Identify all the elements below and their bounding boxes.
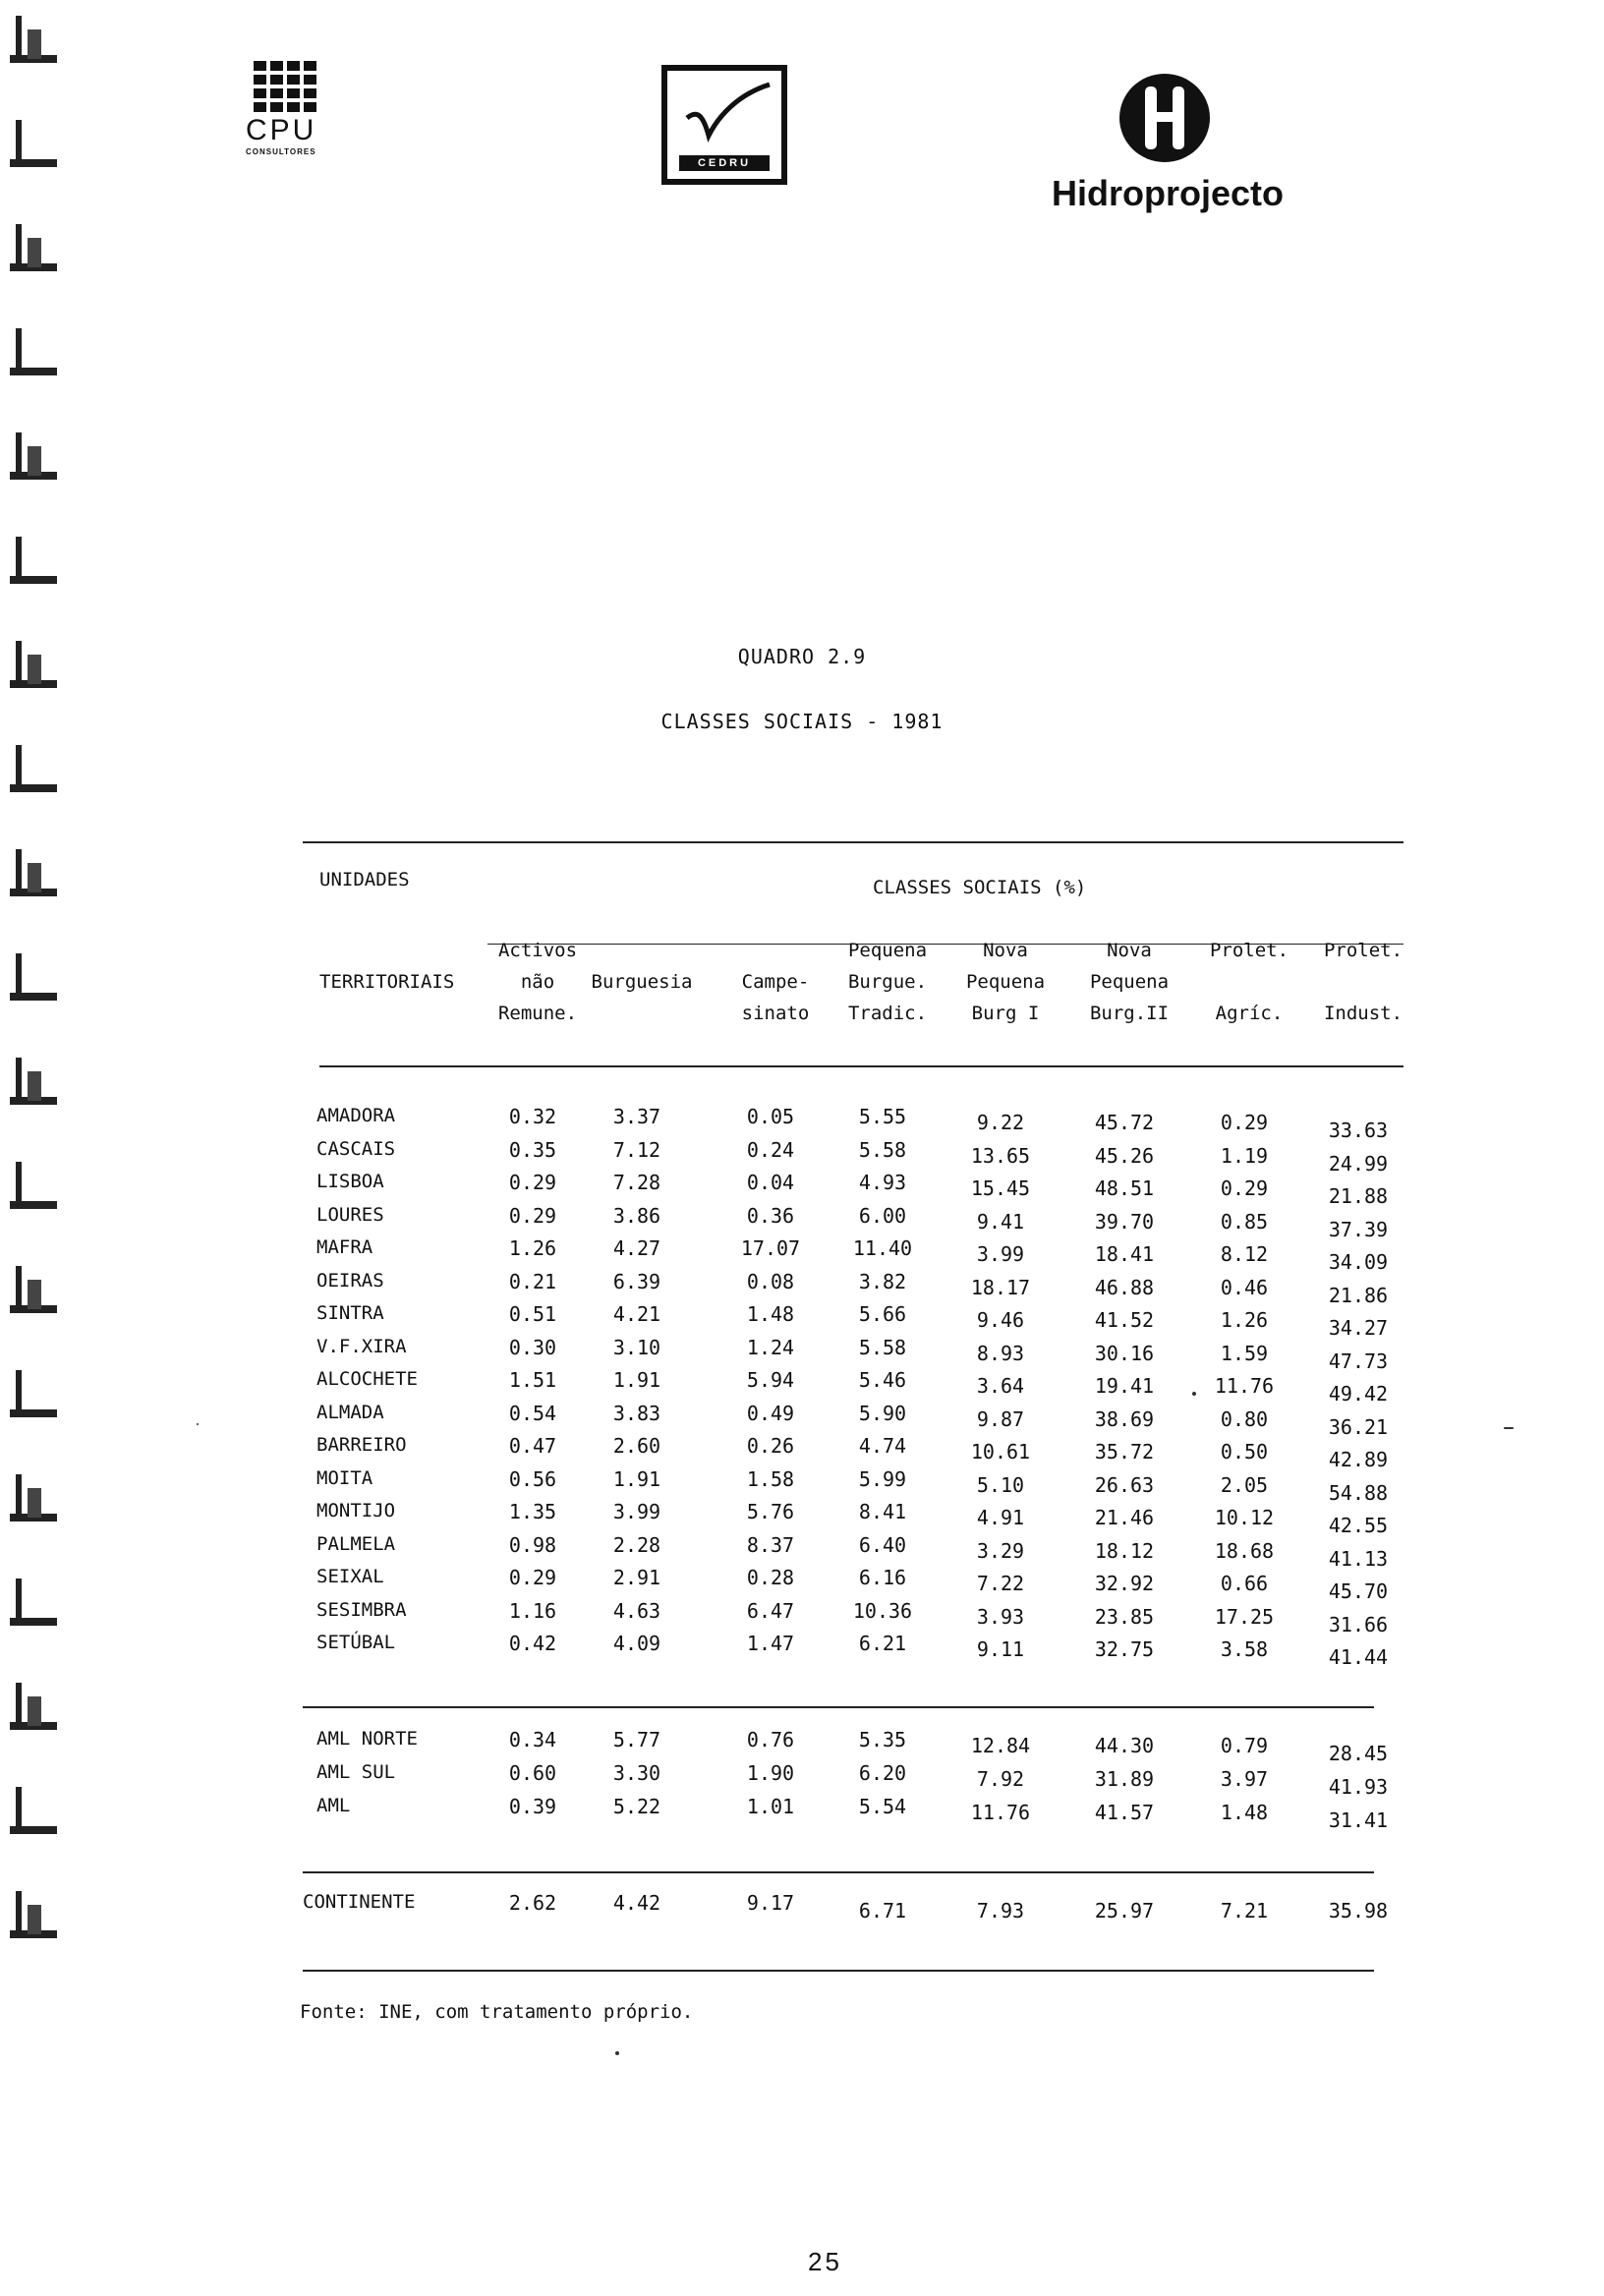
table-cell: 1.59 <box>1220 1341 1269 1365</box>
column-header-line: Prolet. <box>1209 940 1289 961</box>
table-cell: 28.45 <box>1328 1742 1389 1765</box>
table-cell: 13.65 <box>970 1143 1031 1168</box>
table-cell: 11.76 <box>1214 1374 1275 1398</box>
table-cell: 0.56 <box>508 1466 557 1491</box>
table-cell: 1.91 <box>612 1368 661 1392</box>
table-cell: 0.80 <box>1220 1406 1269 1431</box>
table-cell: 7.12 <box>612 1137 661 1162</box>
table-cell: 0.54 <box>508 1401 557 1425</box>
table-cell: 4.74 <box>858 1434 907 1458</box>
binder-ring-mark <box>6 1573 65 1632</box>
column-header-line: Pequena <box>965 971 1046 993</box>
table-cell: 5.54 <box>858 1795 907 1818</box>
table-cell: 3.93 <box>976 1604 1025 1629</box>
table-cell: 0.35 <box>508 1137 557 1162</box>
binder-ring-mark <box>6 1156 65 1215</box>
table-cell: 5.76 <box>746 1500 795 1523</box>
table-cell: 21.46 <box>1094 1506 1155 1529</box>
table-cell: 0.42 <box>508 1632 557 1655</box>
table-cell: 35.72 <box>1094 1440 1155 1464</box>
table-cell: 1.91 <box>612 1466 661 1491</box>
table-cell: 31.66 <box>1328 1612 1389 1636</box>
table-cell: 1.58 <box>746 1466 795 1491</box>
hidroprojecto-emblem-icon <box>1116 71 1214 165</box>
table-cell: 45.72 <box>1094 1111 1155 1134</box>
row-label: V.F.XIRA <box>316 1335 407 1357</box>
table-cell: 39.70 <box>1094 1209 1155 1234</box>
table-cell: 7.28 <box>612 1171 661 1194</box>
column-header-line: Burgue. <box>847 971 928 993</box>
binder-ring-mark <box>6 322 65 381</box>
table-cell: 3.37 <box>612 1105 661 1128</box>
row-label: ALMADA <box>316 1401 384 1423</box>
scan-speck <box>1192 1392 1196 1396</box>
binder-ring-base <box>10 1826 57 1834</box>
table-cell: 3.29 <box>976 1538 1025 1563</box>
table-cell: 5.94 <box>746 1368 795 1392</box>
row-label: LOURES <box>316 1203 384 1226</box>
table-cell: 9.87 <box>976 1406 1025 1431</box>
table-cell: 5.58 <box>858 1335 907 1359</box>
cedru-logo-label: CEDRU <box>679 155 770 171</box>
table-cell: 18.68 <box>1214 1538 1275 1563</box>
table-cell: 0.08 <box>746 1269 795 1293</box>
column-header-line: Indust. <box>1323 1003 1404 1024</box>
column-header-line: não <box>520 971 555 993</box>
binder-ring-shadow <box>28 238 41 267</box>
aggregates-top-rule <box>303 1706 1374 1708</box>
table-cell: 0.66 <box>1220 1572 1269 1595</box>
table-cell: 9.46 <box>976 1308 1025 1332</box>
table-cell: 0.21 <box>508 1269 557 1293</box>
table-cell: 5.77 <box>612 1728 661 1751</box>
cpu-logo-text: CPU <box>246 114 317 146</box>
table-cell: 1.26 <box>1220 1308 1269 1332</box>
binder-ring-shadow <box>28 1280 41 1309</box>
table-cell: 1.48 <box>746 1302 795 1326</box>
table-cell: 17.07 <box>740 1236 801 1260</box>
table-cell: 4.63 <box>612 1598 661 1623</box>
column-header-line: Nova <box>1107 940 1152 961</box>
table-cell: 19.41 <box>1094 1374 1155 1398</box>
table-cell: 41.52 <box>1094 1308 1155 1332</box>
table-cell: 34.27 <box>1328 1316 1389 1340</box>
table-cell: 46.88 <box>1094 1275 1155 1299</box>
binder-ring-base <box>10 368 57 375</box>
binder-ring-base <box>10 993 57 1001</box>
row-label: AML SUL <box>316 1761 396 1783</box>
page-number: 25 <box>808 2247 842 2276</box>
header-classes-group: CLASSES SOCIAIS (%) <box>873 877 1087 898</box>
table-cell: 7.22 <box>976 1572 1025 1595</box>
table-cell: 6.71 <box>858 1899 907 1923</box>
table-cell: 1.48 <box>1220 1801 1269 1824</box>
table-cell: 4.27 <box>612 1236 661 1260</box>
table-cell: 3.83 <box>612 1401 661 1425</box>
binder-ring-base <box>10 1409 57 1417</box>
table-cell: 2.28 <box>612 1532 661 1557</box>
row-label: AML NORTE <box>316 1728 418 1750</box>
table-cell: 18.17 <box>970 1275 1031 1299</box>
table-cell: 18.41 <box>1094 1242 1155 1266</box>
table-cell: 3.97 <box>1220 1767 1269 1791</box>
table-cell: 1.90 <box>746 1761 795 1785</box>
cedru-check-icon <box>679 81 777 149</box>
table-cell: 21.88 <box>1328 1184 1389 1208</box>
table-cell: 32.75 <box>1094 1637 1155 1661</box>
table-cell: 5.22 <box>612 1795 661 1818</box>
table-cell: 0.36 <box>746 1203 795 1228</box>
table-cell: 0.39 <box>508 1795 557 1818</box>
row-label: AMADORA <box>316 1105 396 1126</box>
table-cell: 4.42 <box>612 1891 661 1915</box>
table-cell: 54.88 <box>1328 1480 1389 1505</box>
table-cell: 4.09 <box>612 1632 661 1655</box>
table-cell: 2.91 <box>612 1566 661 1589</box>
table-cell: 45.70 <box>1328 1579 1389 1603</box>
table-cell: 1.24 <box>746 1335 795 1359</box>
table-cell: 7.92 <box>976 1767 1025 1791</box>
binder-ring-mark <box>6 1468 65 1527</box>
binder-ring-mark <box>6 427 65 486</box>
table-cell: 6.00 <box>858 1203 907 1228</box>
table-cell: 0.26 <box>746 1434 795 1458</box>
table-cell: 0.04 <box>746 1171 795 1194</box>
binder-ring-shadow <box>28 29 41 59</box>
binder-ring-mark <box>6 1364 65 1423</box>
table-cell: 10.36 <box>852 1598 913 1623</box>
table-cell: 4.21 <box>612 1302 661 1326</box>
table-cell: 33.63 <box>1328 1119 1389 1142</box>
column-header-line: Nova <box>983 940 1028 961</box>
binder-ring-mark <box>6 1885 65 1944</box>
table-cell: 4.91 <box>976 1506 1025 1529</box>
column-header-line: Campe- <box>741 971 810 993</box>
table-cell: 3.99 <box>976 1242 1025 1266</box>
table-cell: 1.01 <box>746 1795 795 1818</box>
table-cell: 0.76 <box>746 1728 795 1751</box>
scan-speck <box>1504 1427 1514 1429</box>
row-label: PALMELA <box>316 1532 396 1555</box>
row-label: MAFRA <box>316 1236 373 1258</box>
table-cell: 42.89 <box>1328 1448 1389 1471</box>
table-cell: 1.51 <box>508 1368 557 1392</box>
table-cell: 5.55 <box>858 1105 907 1128</box>
table-cell: 3.64 <box>976 1374 1025 1398</box>
column-header-line: sinato <box>741 1003 810 1024</box>
binder-ring-mark <box>6 1781 65 1840</box>
table-cell: 31.89 <box>1094 1767 1155 1791</box>
table-cell: 2.05 <box>1220 1472 1269 1497</box>
table-cell: 34.09 <box>1328 1250 1389 1274</box>
binder-ring-mark <box>6 114 65 173</box>
binder-ring-mark <box>6 531 65 590</box>
table-cell: 0.34 <box>508 1728 557 1751</box>
table-cell: 0.24 <box>746 1137 795 1162</box>
table-cell: 7.21 <box>1220 1899 1269 1923</box>
binder-ring-shadow <box>28 1696 41 1726</box>
table-cell: 0.85 <box>1220 1209 1269 1234</box>
table-cell: 26.63 <box>1094 1472 1155 1497</box>
table-cell: 5.46 <box>858 1368 907 1392</box>
table-caption: QUADRO 2.9 <box>737 645 867 668</box>
column-header-line: Burg I <box>971 1003 1040 1024</box>
binder-ring-base <box>10 784 57 792</box>
table-cell: 0.60 <box>508 1761 557 1785</box>
table-cell: 48.51 <box>1094 1177 1155 1200</box>
header-bottom-rule <box>319 1065 1404 1067</box>
table-cell: 0.28 <box>746 1566 795 1589</box>
row-label: ALCOCHETE <box>316 1368 418 1390</box>
table-cell: 1.47 <box>746 1632 795 1655</box>
table-cell: 42.55 <box>1328 1514 1389 1537</box>
cpu-logo <box>246 61 354 156</box>
binder-ring-shadow <box>28 1488 41 1518</box>
binder-ring-base <box>10 1201 57 1209</box>
table-cell: 0.46 <box>1220 1275 1269 1299</box>
table-cell: 45.26 <box>1094 1143 1155 1168</box>
table-cell: 10.61 <box>970 1440 1031 1464</box>
table-cell: 7.93 <box>976 1899 1025 1923</box>
table-cell: 0.32 <box>508 1105 557 1128</box>
scan-speck <box>615 2051 619 2055</box>
table-cell: 9.22 <box>976 1111 1025 1134</box>
table-cell: 0.29 <box>1220 1111 1269 1134</box>
row-label: SINTRA <box>316 1302 384 1324</box>
table-cell: 5.90 <box>858 1401 907 1425</box>
total-row-label: CONTINENTE <box>303 1891 416 1913</box>
table-cell: 9.11 <box>976 1637 1025 1661</box>
row-label: CASCAIS <box>316 1137 396 1160</box>
table-cell: 5.66 <box>858 1302 907 1326</box>
table-cell: 3.30 <box>612 1761 661 1785</box>
table-cell: 37.39 <box>1328 1217 1389 1241</box>
row-label: BARREIRO <box>316 1434 407 1456</box>
table-cell: 5.58 <box>858 1137 907 1162</box>
row-label: OEIRAS <box>316 1269 384 1292</box>
table-cell: 21.86 <box>1328 1283 1389 1307</box>
table-cell: 49.42 <box>1328 1382 1389 1406</box>
table-cell: 0.47 <box>508 1434 557 1458</box>
table-cell: 12.84 <box>970 1734 1031 1757</box>
cedru-logo <box>661 65 787 185</box>
table-cell: 17.25 <box>1214 1604 1275 1629</box>
row-label: MONTIJO <box>316 1500 396 1521</box>
table-cell: 0.98 <box>508 1532 557 1557</box>
binder-ring-shadow <box>28 446 41 476</box>
table-cell: 6.40 <box>858 1532 907 1557</box>
binder-ring-shadow <box>28 863 41 892</box>
table-cell: 8.41 <box>858 1500 907 1523</box>
binder-ring-mark <box>6 739 65 798</box>
binder-ring-mark <box>6 218 65 277</box>
table-cell: 0.29 <box>508 1566 557 1589</box>
row-label: SESIMBRA <box>316 1598 407 1621</box>
column-header-line: Activos <box>497 940 578 961</box>
table-cell: 36.21 <box>1328 1414 1389 1439</box>
column-header-line: Pequena <box>1089 971 1170 993</box>
column-header-line: Remune. <box>497 1003 578 1024</box>
table-cell: 3.58 <box>1220 1637 1269 1661</box>
cpu-logo-subtext: CONSULTORES <box>246 147 316 156</box>
table-cell: 0.49 <box>746 1401 795 1425</box>
table-cell: 9.41 <box>976 1209 1025 1234</box>
table-cell: 15.45 <box>970 1177 1031 1200</box>
column-header-line: Burg.II <box>1089 1003 1170 1024</box>
table-cell: 41.57 <box>1094 1801 1155 1824</box>
binder-edge <box>0 0 88 2296</box>
table-cell: 25.97 <box>1094 1899 1155 1923</box>
table-cell: 30.16 <box>1094 1341 1155 1365</box>
column-header-line: Burguesia <box>591 971 693 993</box>
table-cell: 31.41 <box>1328 1808 1389 1832</box>
row-label: SEIXAL <box>316 1566 384 1587</box>
table-cell: 6.20 <box>858 1761 907 1785</box>
binder-ring-mark <box>6 1677 65 1736</box>
table-cell: 1.19 <box>1220 1143 1269 1168</box>
total-bottom-rule <box>303 1970 1374 1972</box>
hidroprojecto-logo-text: Hidroprojecto <box>1052 173 1285 213</box>
column-header-line: Pequena <box>847 940 928 961</box>
table-cell: 10.12 <box>1214 1506 1275 1529</box>
table-cell: 2.60 <box>612 1434 661 1458</box>
row-label: AML <box>316 1795 351 1816</box>
table-cell: 3.99 <box>612 1500 661 1523</box>
table-cell: 1.35 <box>508 1500 557 1523</box>
binder-ring-base <box>10 159 57 167</box>
binder-ring-shadow <box>28 1905 41 1934</box>
total-top-rule <box>303 1871 1374 1873</box>
row-label: SETÚBAL <box>316 1632 396 1653</box>
column-header-line: Prolet. <box>1323 940 1404 961</box>
table-cell: 5.10 <box>976 1472 1025 1497</box>
table-cell: 1.26 <box>508 1236 557 1260</box>
binder-ring-mark <box>6 843 65 902</box>
table-cell: 0.05 <box>746 1105 795 1128</box>
column-header-line: Agríc. <box>1215 1003 1284 1024</box>
table-cell: 41.93 <box>1328 1775 1389 1799</box>
table-cell: 24.99 <box>1328 1151 1389 1176</box>
binder-ring-base <box>10 1618 57 1626</box>
header-unidades: UNIDADES <box>319 869 410 890</box>
table-cell: 6.47 <box>746 1598 795 1623</box>
table-cell: 11.76 <box>970 1801 1031 1824</box>
column-header-line: Tradic. <box>847 1003 928 1024</box>
table-cell: 11.40 <box>852 1236 913 1260</box>
table-cell: 38.69 <box>1094 1406 1155 1431</box>
table-cell: 3.82 <box>858 1269 907 1293</box>
table-cell: 23.85 <box>1094 1604 1155 1629</box>
table-cell: 0.30 <box>508 1335 557 1359</box>
table-cell: 6.16 <box>858 1566 907 1589</box>
cpu-grid-icon <box>254 61 354 112</box>
source-note: Fonte: INE, com tratamento próprio. <box>300 2001 694 2023</box>
binder-ring-shadow <box>28 1071 41 1101</box>
table-cell: 44.30 <box>1094 1734 1155 1757</box>
table-cell: 2.62 <box>508 1891 557 1915</box>
row-label: LISBOA <box>316 1171 384 1192</box>
table-cell: 0.29 <box>1220 1177 1269 1200</box>
table-cell: 5.99 <box>858 1466 907 1491</box>
table-cell: 8.93 <box>976 1341 1025 1365</box>
binder-ring-mark <box>6 1260 65 1319</box>
table-cell: 6.39 <box>612 1269 661 1293</box>
table-cell: 8.37 <box>746 1532 795 1557</box>
table-cell: 0.79 <box>1220 1734 1269 1757</box>
table-cell: 47.73 <box>1328 1349 1389 1373</box>
binder-ring-mark <box>6 947 65 1006</box>
table-cell: 6.21 <box>858 1632 907 1655</box>
table-cell: 41.44 <box>1328 1645 1389 1669</box>
table-cell: 8.12 <box>1220 1242 1269 1266</box>
table-cell: 41.13 <box>1328 1546 1389 1571</box>
table-cell: 4.93 <box>858 1171 907 1194</box>
header-territoriais: TERRITORIAIS <box>319 971 455 993</box>
table-cell: 3.10 <box>612 1335 661 1359</box>
scan-speck <box>197 1423 199 1425</box>
table-cell: 0.51 <box>508 1302 557 1326</box>
table-cell: 0.29 <box>508 1203 557 1228</box>
table-cell: 3.86 <box>612 1203 661 1228</box>
table-cell: 5.35 <box>858 1728 907 1751</box>
table-cell: 0.29 <box>508 1171 557 1194</box>
table-title: CLASSES SOCIAIS - 1981 <box>660 710 944 733</box>
table-top-rule <box>303 841 1404 843</box>
table-cell: 1.16 <box>508 1598 557 1623</box>
hidroprojecto-logo <box>1052 71 1285 214</box>
row-label: MOITA <box>316 1466 373 1489</box>
binder-ring-mark <box>6 10 65 69</box>
binder-ring-base <box>10 576 57 584</box>
table-cell: 0.50 <box>1220 1440 1269 1464</box>
table-cell: 9.17 <box>746 1891 795 1915</box>
table-cell: 18.12 <box>1094 1538 1155 1563</box>
binder-ring-mark <box>6 1052 65 1111</box>
table-cell: 35.98 <box>1328 1899 1389 1923</box>
table-cell: 32.92 <box>1094 1572 1155 1595</box>
